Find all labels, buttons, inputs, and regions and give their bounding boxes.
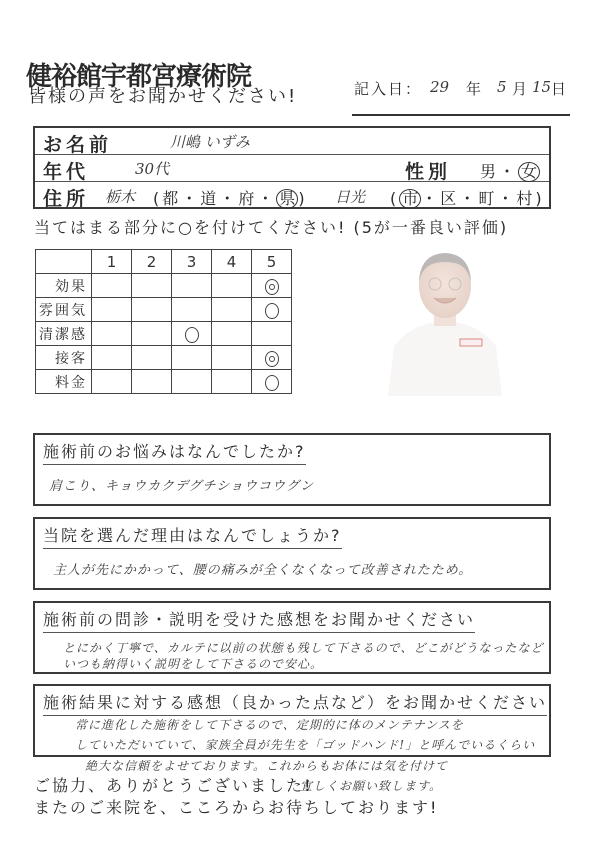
rating-row-label: 清潔感 (36, 322, 92, 346)
rating-cell[interactable] (212, 370, 252, 394)
question-title: 施術前のお悩みはなんでしたか? (43, 439, 306, 465)
question-title: 施術結果に対する感想（良かった点など）をお聞かせください (43, 690, 547, 716)
name-field[interactable]: 川嶋 いずみ (170, 133, 250, 151)
date-label: 記入日： (354, 80, 423, 98)
age-label: 年代 (43, 161, 90, 183)
double-circle-mark-icon (265, 279, 279, 295)
city-option-machi[interactable]: 町 (478, 189, 498, 208)
address-label: 住所 (43, 188, 90, 210)
question-box-consultation (33, 601, 551, 674)
city-options: ( 市 ・区・町・村) (390, 189, 545, 208)
form-subtitle: 皆様の声をお聞かせください! (28, 86, 298, 107)
address-row (35, 182, 549, 209)
practitioner-portrait-icon (380, 246, 510, 396)
rating-col-1: 1 (92, 250, 132, 274)
city-option-mura[interactable]: 村 (516, 189, 536, 208)
rating-cell-selected[interactable] (252, 298, 292, 322)
answer-text-line-1[interactable]: 常に進化した施術をして下さるので、定期的に体のメンテナンスを (75, 718, 464, 732)
rating-cell[interactable] (212, 298, 252, 322)
rating-cell-selected[interactable] (252, 346, 292, 370)
thanks-message: ご協力、ありがとうございました! (34, 776, 313, 795)
pref-option-to[interactable]: 都 (162, 189, 182, 208)
prefecture-field[interactable]: 栃木 (105, 188, 136, 206)
practitioner-photo (380, 246, 510, 396)
prefecture-options: (都・道・府・ 県 ) (153, 189, 308, 208)
rating-table (35, 249, 292, 394)
rating-cell[interactable] (212, 274, 252, 298)
rating-row-label: 料金 (36, 370, 92, 394)
rating-col-2: 2 (132, 250, 172, 274)
question-title: 当院を選んだ理由はなんでしょうか? (43, 523, 342, 549)
rating-row-service (36, 346, 292, 370)
return-message: またのご来院を、こころからお待ちしております! (34, 798, 439, 817)
rating-cell[interactable] (132, 346, 172, 370)
answer-text[interactable]: 主人が先にかかって、腰の痛みが全くなくなって改善されたため。 (53, 563, 473, 578)
answer-text[interactable]: 肩こり、キョウカクデグチショウコウグン (49, 479, 314, 494)
rating-row-label: 効果 (36, 274, 92, 298)
question-box-concern (33, 433, 551, 506)
age-row (35, 155, 549, 182)
gender-label: 性別 (405, 161, 452, 183)
pref-option-do[interactable]: 道 (200, 189, 220, 208)
rating-col-5: 5 (252, 250, 292, 274)
date-day-unit: 日 (551, 80, 567, 98)
date-year[interactable]: 29 (430, 78, 450, 96)
date-month-unit: 月 (512, 80, 528, 98)
city-field[interactable]: 日光 (335, 188, 366, 206)
rating-col-4: 4 (212, 250, 252, 274)
pref-option-ken-selected[interactable]: 県 (276, 189, 298, 209)
rating-cell-selected[interactable] (172, 322, 212, 346)
circle-mark-icon (265, 303, 279, 319)
rating-cell-selected[interactable] (252, 370, 292, 394)
rating-cell[interactable] (92, 298, 132, 322)
rating-cell[interactable] (132, 370, 172, 394)
name-label: お名前 (43, 134, 113, 156)
question-box-results (33, 684, 551, 757)
rating-cell[interactable] (132, 298, 172, 322)
question-box-reason (33, 517, 551, 590)
answer-text-line-4[interactable]: 宜しくお願い致します。 (300, 779, 443, 793)
rating-row-cleanliness (36, 322, 292, 346)
rating-header-row (36, 250, 292, 274)
date-month[interactable]: 5 (497, 78, 507, 96)
name-row (35, 128, 549, 155)
rating-cell[interactable] (92, 370, 132, 394)
rating-cell[interactable] (132, 274, 172, 298)
rating-row-price (36, 370, 292, 394)
rating-col-3: 3 (172, 250, 212, 274)
answer-text-line-2[interactable]: していただいていて、家族全員が先生を「ゴッドハンド!」と呼んでいるくらい (75, 738, 536, 752)
double-circle-mark-icon (265, 351, 279, 367)
question-title: 施術前の問診・説明を受けた感想をお聞かせください (43, 607, 475, 633)
rating-row-label: 接客 (36, 346, 92, 370)
date-day[interactable]: 15 (532, 78, 552, 96)
rating-cell[interactable] (172, 274, 212, 298)
gender-options: 男・ 女 (480, 159, 540, 182)
gender-option-male[interactable]: 男 (480, 162, 500, 181)
personal-info-box (33, 126, 551, 209)
rating-cell[interactable] (92, 346, 132, 370)
answer-text-line-1[interactable]: とにかく丁寧で、カルテに以前の状態も残して下さるので、どこがどうなったなど (63, 641, 544, 655)
rating-instruction: 当てはまる部分に○を付けてください! (5が一番良い評価) (34, 218, 509, 237)
rating-corner (36, 250, 92, 274)
rating-cell[interactable] (212, 346, 252, 370)
rating-cell[interactable] (172, 298, 212, 322)
rating-cell-selected[interactable] (252, 274, 292, 298)
rating-cell[interactable] (172, 370, 212, 394)
rating-cell[interactable] (132, 322, 172, 346)
age-field[interactable]: 30代 (135, 160, 170, 178)
rating-cell[interactable] (92, 274, 132, 298)
answer-text-line-2[interactable]: いつも納得いく説明をして下さるので安心。 (63, 657, 324, 671)
city-option-ku[interactable]: 区 (440, 189, 460, 208)
answer-text-line-3[interactable]: 絶大な信頼をよせております。これからもお体には気を付けて (85, 759, 449, 773)
clinic-name: 健裕館宇都宮療術院 (26, 62, 252, 92)
city-option-shi-selected[interactable]: 市 (399, 189, 421, 209)
rating-cell[interactable] (212, 322, 252, 346)
pref-option-fu[interactable]: 府 (238, 189, 258, 208)
circle-mark-icon (185, 327, 199, 343)
entry-date (352, 74, 570, 116)
rating-cell[interactable] (252, 322, 292, 346)
rating-cell[interactable] (92, 322, 132, 346)
circle-mark-icon (265, 375, 279, 391)
date-year-unit: 年 (466, 80, 482, 98)
rating-row-effect (36, 274, 292, 298)
rating-row-label: 雰囲気 (36, 298, 92, 322)
rating-row-atmosphere (36, 298, 292, 322)
gender-option-female-selected[interactable]: 女 (518, 162, 540, 182)
rating-cell[interactable] (172, 346, 212, 370)
